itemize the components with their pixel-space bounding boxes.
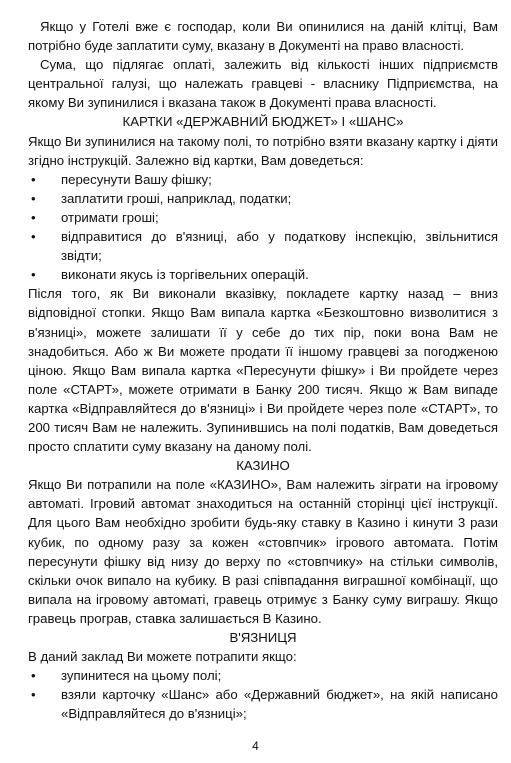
page-content — [28, 17, 498, 723]
casino-paragraph: Якщо Ви потрапили на поле «КАЗИНО», Вам належить зіграти на ігровому автоматі. Ігровий автомат знаходиться на останній сторінці цієї інструкції. Для цього Вам необхідно зробити будь-яку ставку в Казино і кинути 3 рази кубик, по одному разу за кожен «стовпчик» ігрового автомата. Потім пересунути фішку від низу до верху по «стовпчику» на стільки символів, скільки очок випало на кубику. В разі співпадання виграшної комбінації, що випала на ігровому автоматі, гравець отримує з Банку суму виграшу. Якщо гравець програв, ставка залишається В Казино. — [28, 477, 498, 626]
prison-conditions-list — [28, 666, 498, 723]
list-item: • відправитися до в'язниці, або у податкову інспекцію, звільнитися звідти; — [31, 229, 498, 264]
bullet-icon: • — [31, 229, 36, 245]
cards-rules-paragraph: Після того, як Ви виконали вказівку, покладете картку назад – вниз відповідної стопки. Якщо Вам випала картка «Безкоштовно визволитися з в'язниці», можете залишати її у себе до тих пір, поки вона Вам не знадобиться. Або ж Ви можете продати її іншому гравцеві за погодженою ціною. Якщо Вам випала картка «Пересунути фішку» і Ви пройдете через поле «СТАРТ», можете отримати в Банку 200 тисяч. Якщо ж Вам випаде картка «Відправляйтеся до в'язниці» і Ви пройдете через поле «СТАРТ», то 200 тисяч Вам не належить. Зупинившись на полі податків, Вам доведеться просто сплатити суму вказану на даному полі. — [28, 286, 498, 455]
prison-intro-paragraph: В даний заклад Ви можете потрапити якщо: — [28, 649, 297, 665]
cards-heading: КАРТКИ «ДЕРЖАВНИЙ БЮДЖЕТ» І «ШАНС» — [122, 114, 404, 130]
prison-heading: В'ЯЗНИЦЯ — [229, 630, 297, 645]
list-item: • отримати гроші; — [28, 208, 498, 227]
list-item: • виконати якусь із торгівельних операцій. — [28, 265, 498, 284]
bullet-icon: • — [31, 171, 36, 187]
bullet-icon: • — [31, 668, 36, 684]
list-item: • зупинитеся на цьому полі; — [28, 666, 498, 685]
payment-amount-paragraph: Сума, що підлягає оплаті, залежить від кількості інших підприємств центральної галузі, що належать гравцеві - власнику Підприємства, на якому Ви зупинилися і вказана також в Документі права власності. — [28, 57, 498, 111]
bullet-icon: • — [31, 267, 36, 283]
bullet-icon: • — [31, 687, 36, 703]
cards-actions-list — [28, 170, 498, 285]
bullet-icon: • — [31, 209, 36, 225]
bullet-icon: • — [31, 190, 36, 206]
hotel-owner-paragraph: Якщо у Готелі вже є господар, коли Ви опинилися на даній клітці, Вам потрібно буде заплатити суму, вказану в Документі на право власності. — [28, 19, 498, 54]
list-item: • заплатити гроші, наприклад, податки; — [28, 189, 498, 208]
page-number: 4 — [252, 739, 259, 753]
list-item: • взяли карточку «Шанс» або «Державний бюджет», на якій написано «Відправляйтеся до в'язниці»; — [31, 687, 498, 722]
cards-intro-paragraph: Якщо Ви зупинилися на такому полі, то потрібно взяти вказану картку і діяти згідно інструкцій. Залежно від картки, Вам доведеться: — [28, 133, 498, 168]
list-item: • пересунути Вашу фішку; — [28, 170, 498, 189]
casino-heading: КАЗИНО — [236, 458, 290, 474]
